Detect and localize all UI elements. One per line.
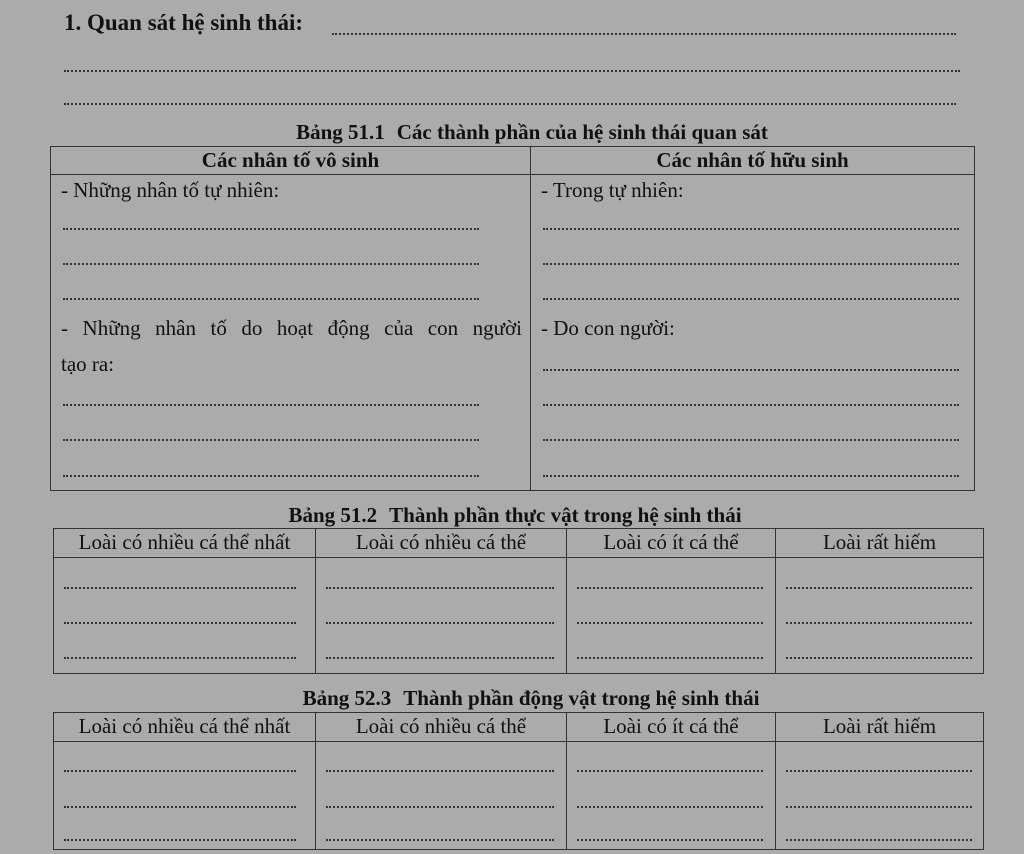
answer-line	[543, 369, 959, 371]
table2-caption-text: Thành phần thực vật trong hệ sinh thái	[389, 503, 742, 527]
answer-line	[326, 839, 554, 841]
answer-line	[543, 404, 959, 406]
table1-header-biotic: Các nhân tố hữu sinh	[656, 148, 849, 172]
answer-line	[786, 770, 972, 772]
answer-line	[326, 657, 554, 659]
answer-line	[786, 806, 972, 808]
answer-line	[326, 622, 554, 624]
answer-line	[63, 404, 479, 406]
table3-header-col2: Loài có nhiều cá thể	[355, 714, 527, 738]
answer-line	[577, 839, 763, 841]
answer-line	[64, 587, 296, 589]
answer-line	[63, 298, 479, 300]
answer-line	[64, 806, 296, 808]
answer-line	[64, 70, 960, 72]
section-title: 1. Quan sát hệ sinh thái:	[64, 10, 304, 35]
answer-line	[786, 587, 972, 589]
table1-header-abiotic: Các nhân tố vô sinh	[201, 148, 380, 172]
answer-line	[326, 770, 554, 772]
table3-caption-text: Thành phần động vật trong hệ sinh thái	[403, 686, 760, 710]
answer-line	[63, 263, 479, 265]
table2-header-col3: Loài có ít cá thể	[603, 530, 739, 554]
answer-line	[332, 33, 956, 35]
table2	[53, 528, 984, 674]
answer-line	[64, 657, 296, 659]
table1-right-item-nature: - Trong tự nhiên:	[541, 178, 684, 202]
table3-header-col4: Loài rất hiếm	[822, 714, 937, 738]
table1-right-item-human: - Do con người:	[541, 316, 675, 340]
table2-header-col2: Loài có nhiều cá thể	[355, 530, 527, 554]
answer-line	[543, 263, 959, 265]
answer-line	[577, 770, 763, 772]
table2-caption-number: Bảng 51.2	[288, 503, 378, 527]
table1-left-item-human: - Những nhân tố do hoạt động của con người	[61, 316, 522, 340]
table3-caption-number: Bảng 52.3	[302, 686, 392, 710]
answer-line	[577, 657, 763, 659]
table2-header-col1: Loài có nhiều cá thể nhất	[78, 530, 291, 554]
answer-line	[64, 839, 296, 841]
table3-caption	[0, 686, 1024, 711]
answer-line	[326, 806, 554, 808]
table3	[53, 712, 984, 850]
table2-header-col4: Loài rất hiếm	[822, 530, 937, 554]
answer-line	[786, 657, 972, 659]
answer-line	[577, 587, 763, 589]
answer-line	[543, 439, 959, 441]
answer-line	[577, 622, 763, 624]
table3-header-col1: Loài có nhiều cá thể nhất	[78, 714, 291, 738]
answer-line	[64, 622, 296, 624]
table1	[50, 146, 975, 491]
table1-caption	[0, 120, 1024, 145]
answer-line	[543, 475, 959, 477]
answer-line	[63, 439, 479, 441]
answer-line	[64, 103, 956, 105]
table2-caption	[0, 503, 1024, 528]
answer-line	[63, 475, 479, 477]
table1-left-item-natural: - Những nhân tố tự nhiên:	[61, 178, 280, 202]
table3-header-col3: Loài có ít cá thể	[603, 714, 739, 738]
answer-line	[786, 622, 972, 624]
answer-line	[63, 228, 479, 230]
answer-line	[64, 770, 296, 772]
answer-line	[543, 228, 959, 230]
table1-caption-number: Bảng 51.1	[296, 120, 385, 144]
table1-caption-text: Các thành phần của hệ sinh thái quan sát	[396, 120, 768, 144]
answer-line	[543, 298, 959, 300]
answer-line	[786, 839, 972, 841]
table1-left-item-human-cont: tạo ra:	[61, 352, 115, 376]
answer-line	[577, 806, 763, 808]
answer-line	[326, 587, 554, 589]
